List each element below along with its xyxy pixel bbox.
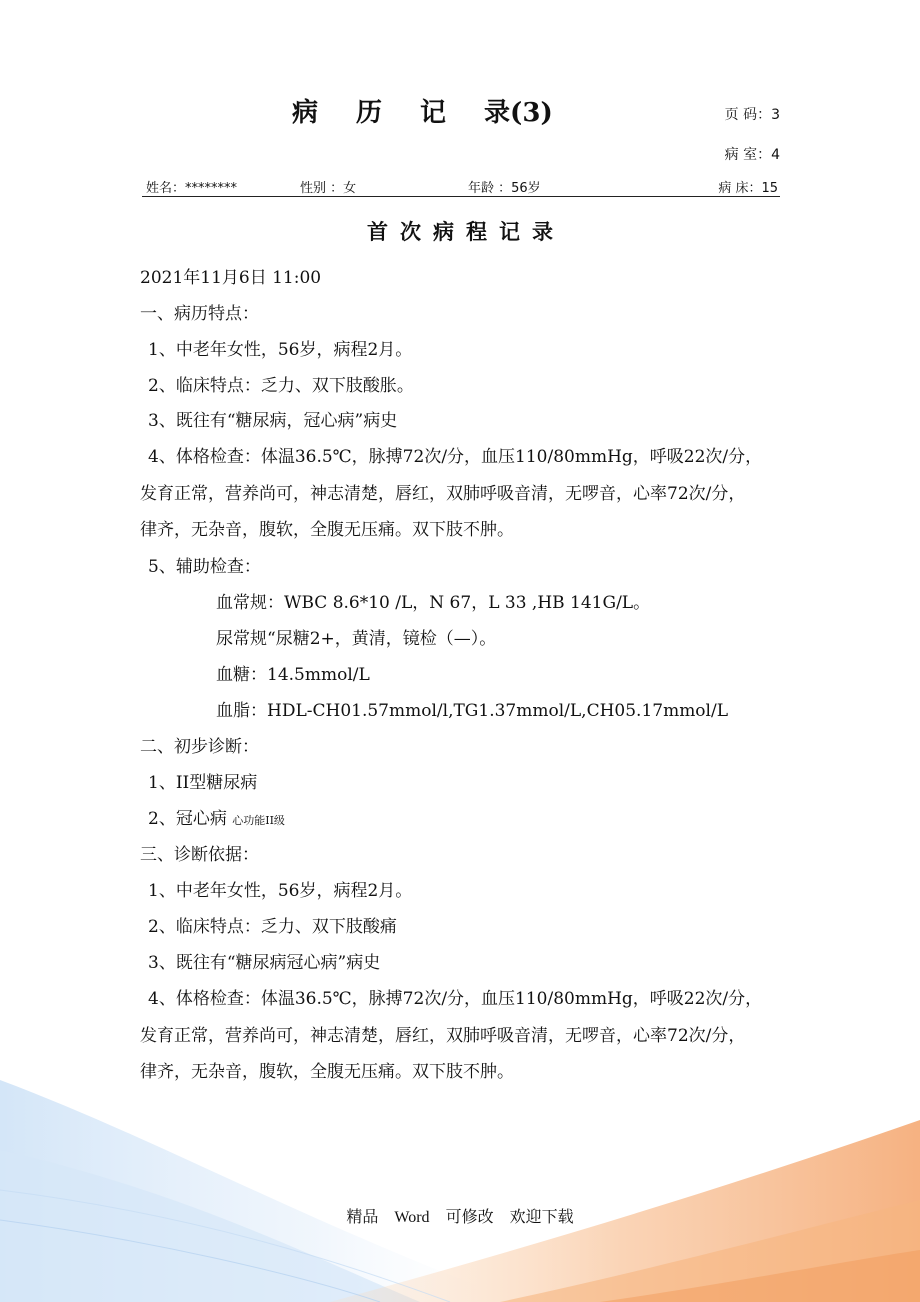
diagnosis-note: 心功能II级 bbox=[232, 814, 285, 827]
section-title: 首次病程记录 bbox=[367, 219, 565, 244]
patient-sex: 性别 ：女 bbox=[300, 181, 357, 196]
heading-case-features: 一、病历特点： bbox=[140, 304, 259, 324]
title-char: 录(3) bbox=[484, 98, 553, 128]
footer bbox=[0, 1204, 920, 1227]
text-line: 1、中老年女性，56岁，病程2月。 bbox=[148, 340, 413, 360]
footer-text: Word bbox=[394, 1209, 430, 1226]
text-line: 发育正常，营养尚可，神志清楚，唇红，双肺呼吸音清，无啰音，心率72次/分， bbox=[140, 484, 746, 504]
patient-bed: 病 床：15 bbox=[718, 181, 778, 196]
text-line: 3、既往有“糖尿病冠心病”病史 bbox=[148, 953, 381, 973]
diagnosis-text: 2、冠心病 bbox=[148, 809, 227, 829]
ward-number: 病 室：4 bbox=[724, 147, 780, 163]
page-code: 页 码：3 bbox=[724, 107, 780, 123]
text-line: 律齐，无杂音，腹软，全腹无压痛。双下肢不肿。 bbox=[140, 1062, 514, 1082]
text-line: 律齐，无杂音，腹软，全腹无压痛。双下肢不肿。 bbox=[140, 520, 514, 540]
text-line: 4、体格检查：体温36.5℃，脉搏72次/分，血压110/80mmHg，呼吸22次/分， bbox=[148, 989, 763, 1009]
text-line: 5、辅助检查： bbox=[148, 557, 261, 577]
heading-preliminary-diagnosis: 二、初步诊断： bbox=[140, 737, 259, 757]
lab-blood-lipid: 血脂：HDL-CH01.57mmol/l,TG1.37mmol/L,CH05.17mmol/L bbox=[216, 701, 729, 721]
heading-diagnosis-basis: 三、诊断依据： bbox=[140, 845, 259, 865]
footer-text: 可修改 bbox=[445, 1209, 494, 1226]
text-line: 2、临床特点：乏力、双下肢酸胀。 bbox=[148, 376, 414, 396]
record-datetime: 2021年11月6日 11:00 bbox=[140, 268, 322, 288]
footer-text: 欢迎下载 bbox=[509, 1209, 574, 1226]
record-title bbox=[292, 92, 553, 129]
text-line: 4、体格检查：体温36.5℃，脉搏72次/分，血压110/80mmHg，呼吸22次/分， bbox=[148, 447, 763, 467]
diagnosis-item bbox=[148, 804, 285, 829]
lab-blood-sugar: 血糖：14.5mmol/L bbox=[216, 665, 370, 685]
text-line: 2、临床特点：乏力、双下肢酸痛 bbox=[148, 917, 397, 937]
patient-name: 姓名：******** bbox=[146, 181, 238, 196]
diagnosis-item: 1、II型糖尿病 bbox=[148, 773, 258, 793]
lab-urine-routine: 尿常规“尿糖2+，黄清，镜检（—）。 bbox=[216, 629, 497, 649]
text-line: 1、中老年女性，56岁，病程2月。 bbox=[148, 881, 413, 901]
text-line: 发育正常，营养尚可，神志清楚，唇红，双肺呼吸音清，无啰音，心率72次/分， bbox=[140, 1026, 746, 1046]
title-char: 记 bbox=[420, 98, 447, 128]
title-char: 历 bbox=[356, 98, 383, 128]
footer-text: 精品 bbox=[346, 1209, 379, 1226]
title-char: 病 bbox=[292, 98, 319, 128]
lab-blood-routine: 血常规：WBC 8.6*10 /L，N 67，L 33 ,HB 141G/L。 bbox=[216, 593, 651, 613]
text-line: 3、既往有“糖尿病，冠心病”病史 bbox=[148, 411, 398, 431]
patient-age: 年龄 ：56岁 bbox=[468, 181, 541, 196]
patient-info-row bbox=[142, 176, 780, 197]
